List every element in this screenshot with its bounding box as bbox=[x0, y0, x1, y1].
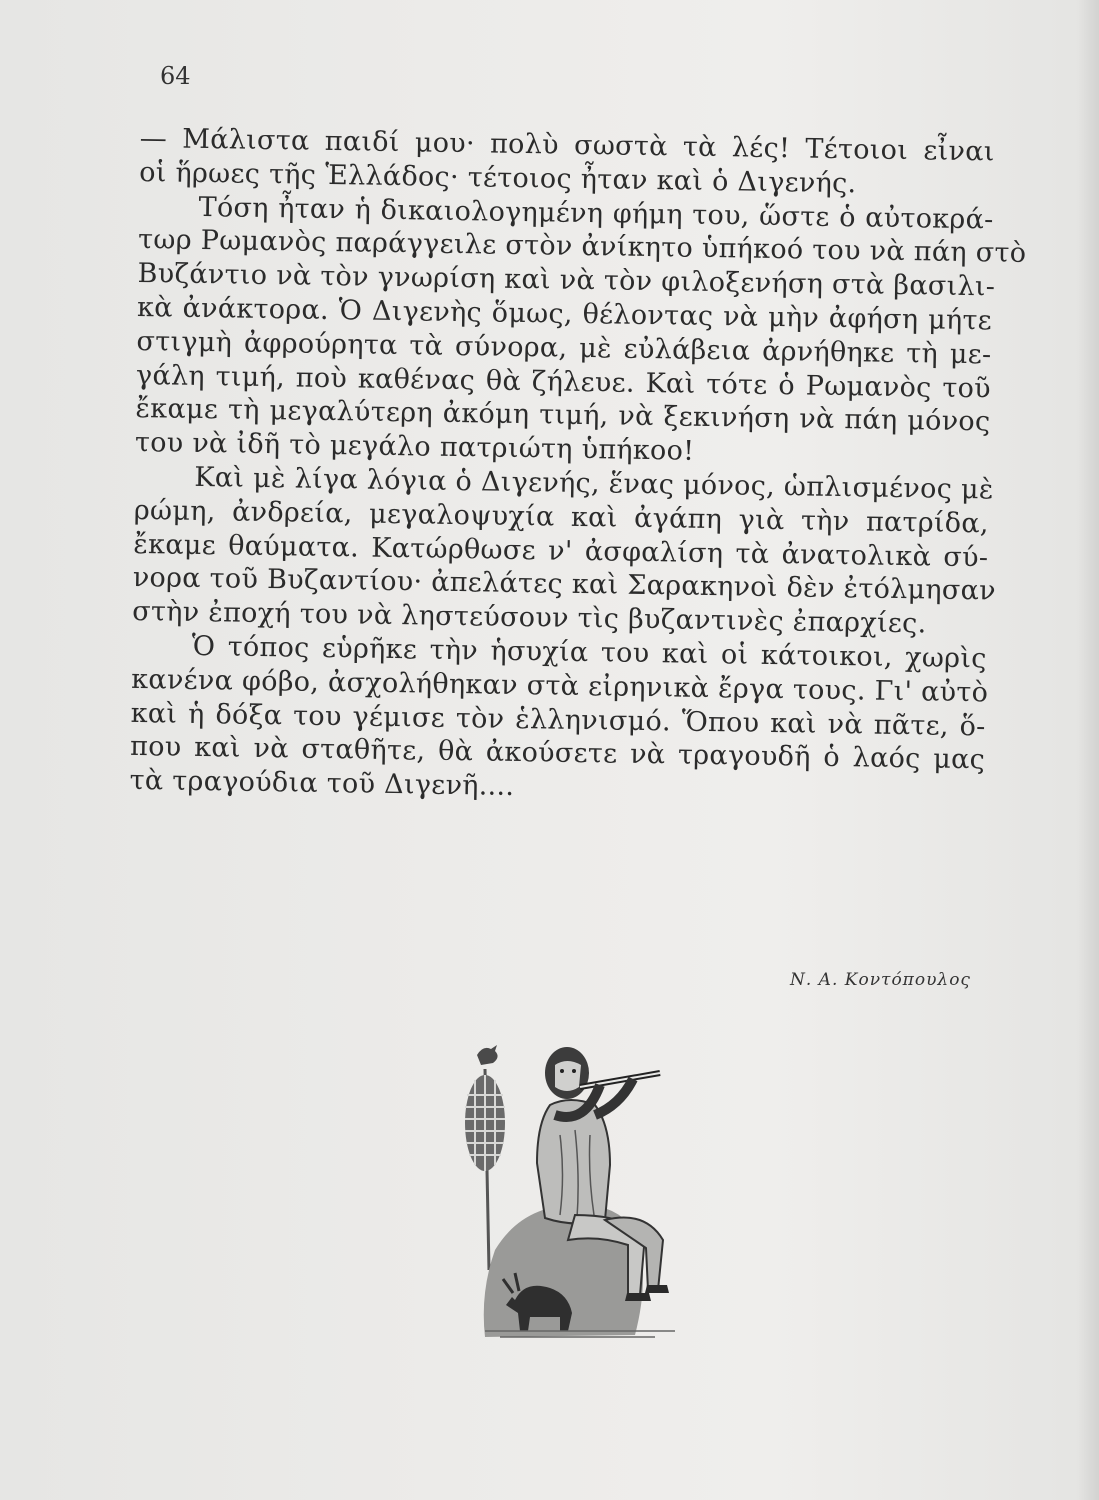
text-line: οἱ ἥρωες τῆς Ἑλλάδος· τέτοιος ἦταν καὶ ὁ Διγενής. bbox=[138, 156, 857, 200]
text-line: στιγμὴ ἀφρούρητα τὰ σύνορα, μὲ εὐλάβεια ἀρνήθηκε τὴ με- bbox=[136, 325, 992, 371]
text-line: γάλη τιμή, ποὺ καθένας θὰ ζήλευε. Καὶ τότε ὁ Ρωμανὸς τοῦ bbox=[135, 359, 992, 404]
page-number: 64 bbox=[160, 62, 191, 90]
flute-player-woodcut-icon bbox=[455, 1035, 705, 1345]
text-line: καὶ ἡ δόξα του γέμισε τὸν ἑλληνισμό. Ὅπου καὶ νὰ πᾶτε, ὅ- bbox=[130, 697, 986, 742]
text-line: Τόση ἦταν ἡ δικαιολογημένη φήμη του, ὥστε ὁ αὐτοκρά- bbox=[198, 191, 994, 236]
text-line: κὰ ἀνάκτορα. Ὁ Διγενὴς ὅμως, θέλοντας νὰ μὴν ἀφήση μήτε bbox=[136, 291, 993, 337]
body-text bbox=[129, 122, 1027, 811]
text-line: που καὶ νὰ σταθῆτε, θὰ ἀκούσετε νὰ τραγουδῆ ὁ λαός μας bbox=[129, 731, 986, 776]
text-line: κανένα φόβο, ἀσχολήθηκαν στὰ εἰρηνικὰ ἔργα τους. Γι' αὐτὸ bbox=[131, 663, 989, 709]
text-line: νορα τοῦ Βυζαντίου· ἀπελάτες καὶ Σαρακηνοὶ δὲν ἐτόλμησαν bbox=[132, 562, 997, 607]
text-line: Καὶ μὲ λίγα λόγια ὁ Διγενής, ἕνας μόνος, ὡπλισμένος μὲ bbox=[194, 461, 994, 506]
text-line: Ὁ τόπος εὑρῆκε τὴν ἡσυχία του καὶ οἱ κάτοικοι, χωρὶς bbox=[191, 630, 987, 675]
text-line: στὴν ἐποχή του νὰ ληστεύσουν τὶς βυζαντινὲς ἐπαρχίες. bbox=[132, 596, 927, 640]
text-line: ἔκαμε τὴ μεγαλύτερη ἀκόμη τιμή, νὰ ξεκινήση νὰ πάη μόνος bbox=[135, 393, 991, 438]
text-line: Βυζάντιο νὰ τὸν γνωρίση καὶ νὰ τὸν φιλοξενήση στὰ βασιλι- bbox=[137, 258, 996, 303]
author-signature: Ν. Α. Κοντόπουλος bbox=[790, 970, 971, 990]
text-line: τωρ Ρωμανὸς παράγγειλε στὸν ἀνίκητο ὑπήκοό του νὰ πάη στὸ bbox=[137, 224, 1027, 270]
text-line: του νὰ ἰδῆ τὸ μεγάλο πατριώτη ὑπήκοο! bbox=[134, 427, 695, 467]
text-line: ρώμη, ἀνδρεία, μεγαλοψυχία καὶ ἀγάπη γιὰ τὴν πατρίδα, bbox=[133, 494, 990, 540]
text-line: — Μάλιστα παιδί μου· πολὺ σωστὰ τὰ λές! Τέτοιοι εἶναι bbox=[139, 122, 995, 168]
text-line: τὰ τραγούδια τοῦ Διγενῆ.... bbox=[129, 765, 515, 803]
text-line: ἔκαμε θαύματα. Κατώρθωσε ν' ἀσφαλίση τὰ ἀνατολικὰ σύ- bbox=[133, 528, 989, 573]
page-spine-shadow bbox=[1077, 0, 1099, 1500]
